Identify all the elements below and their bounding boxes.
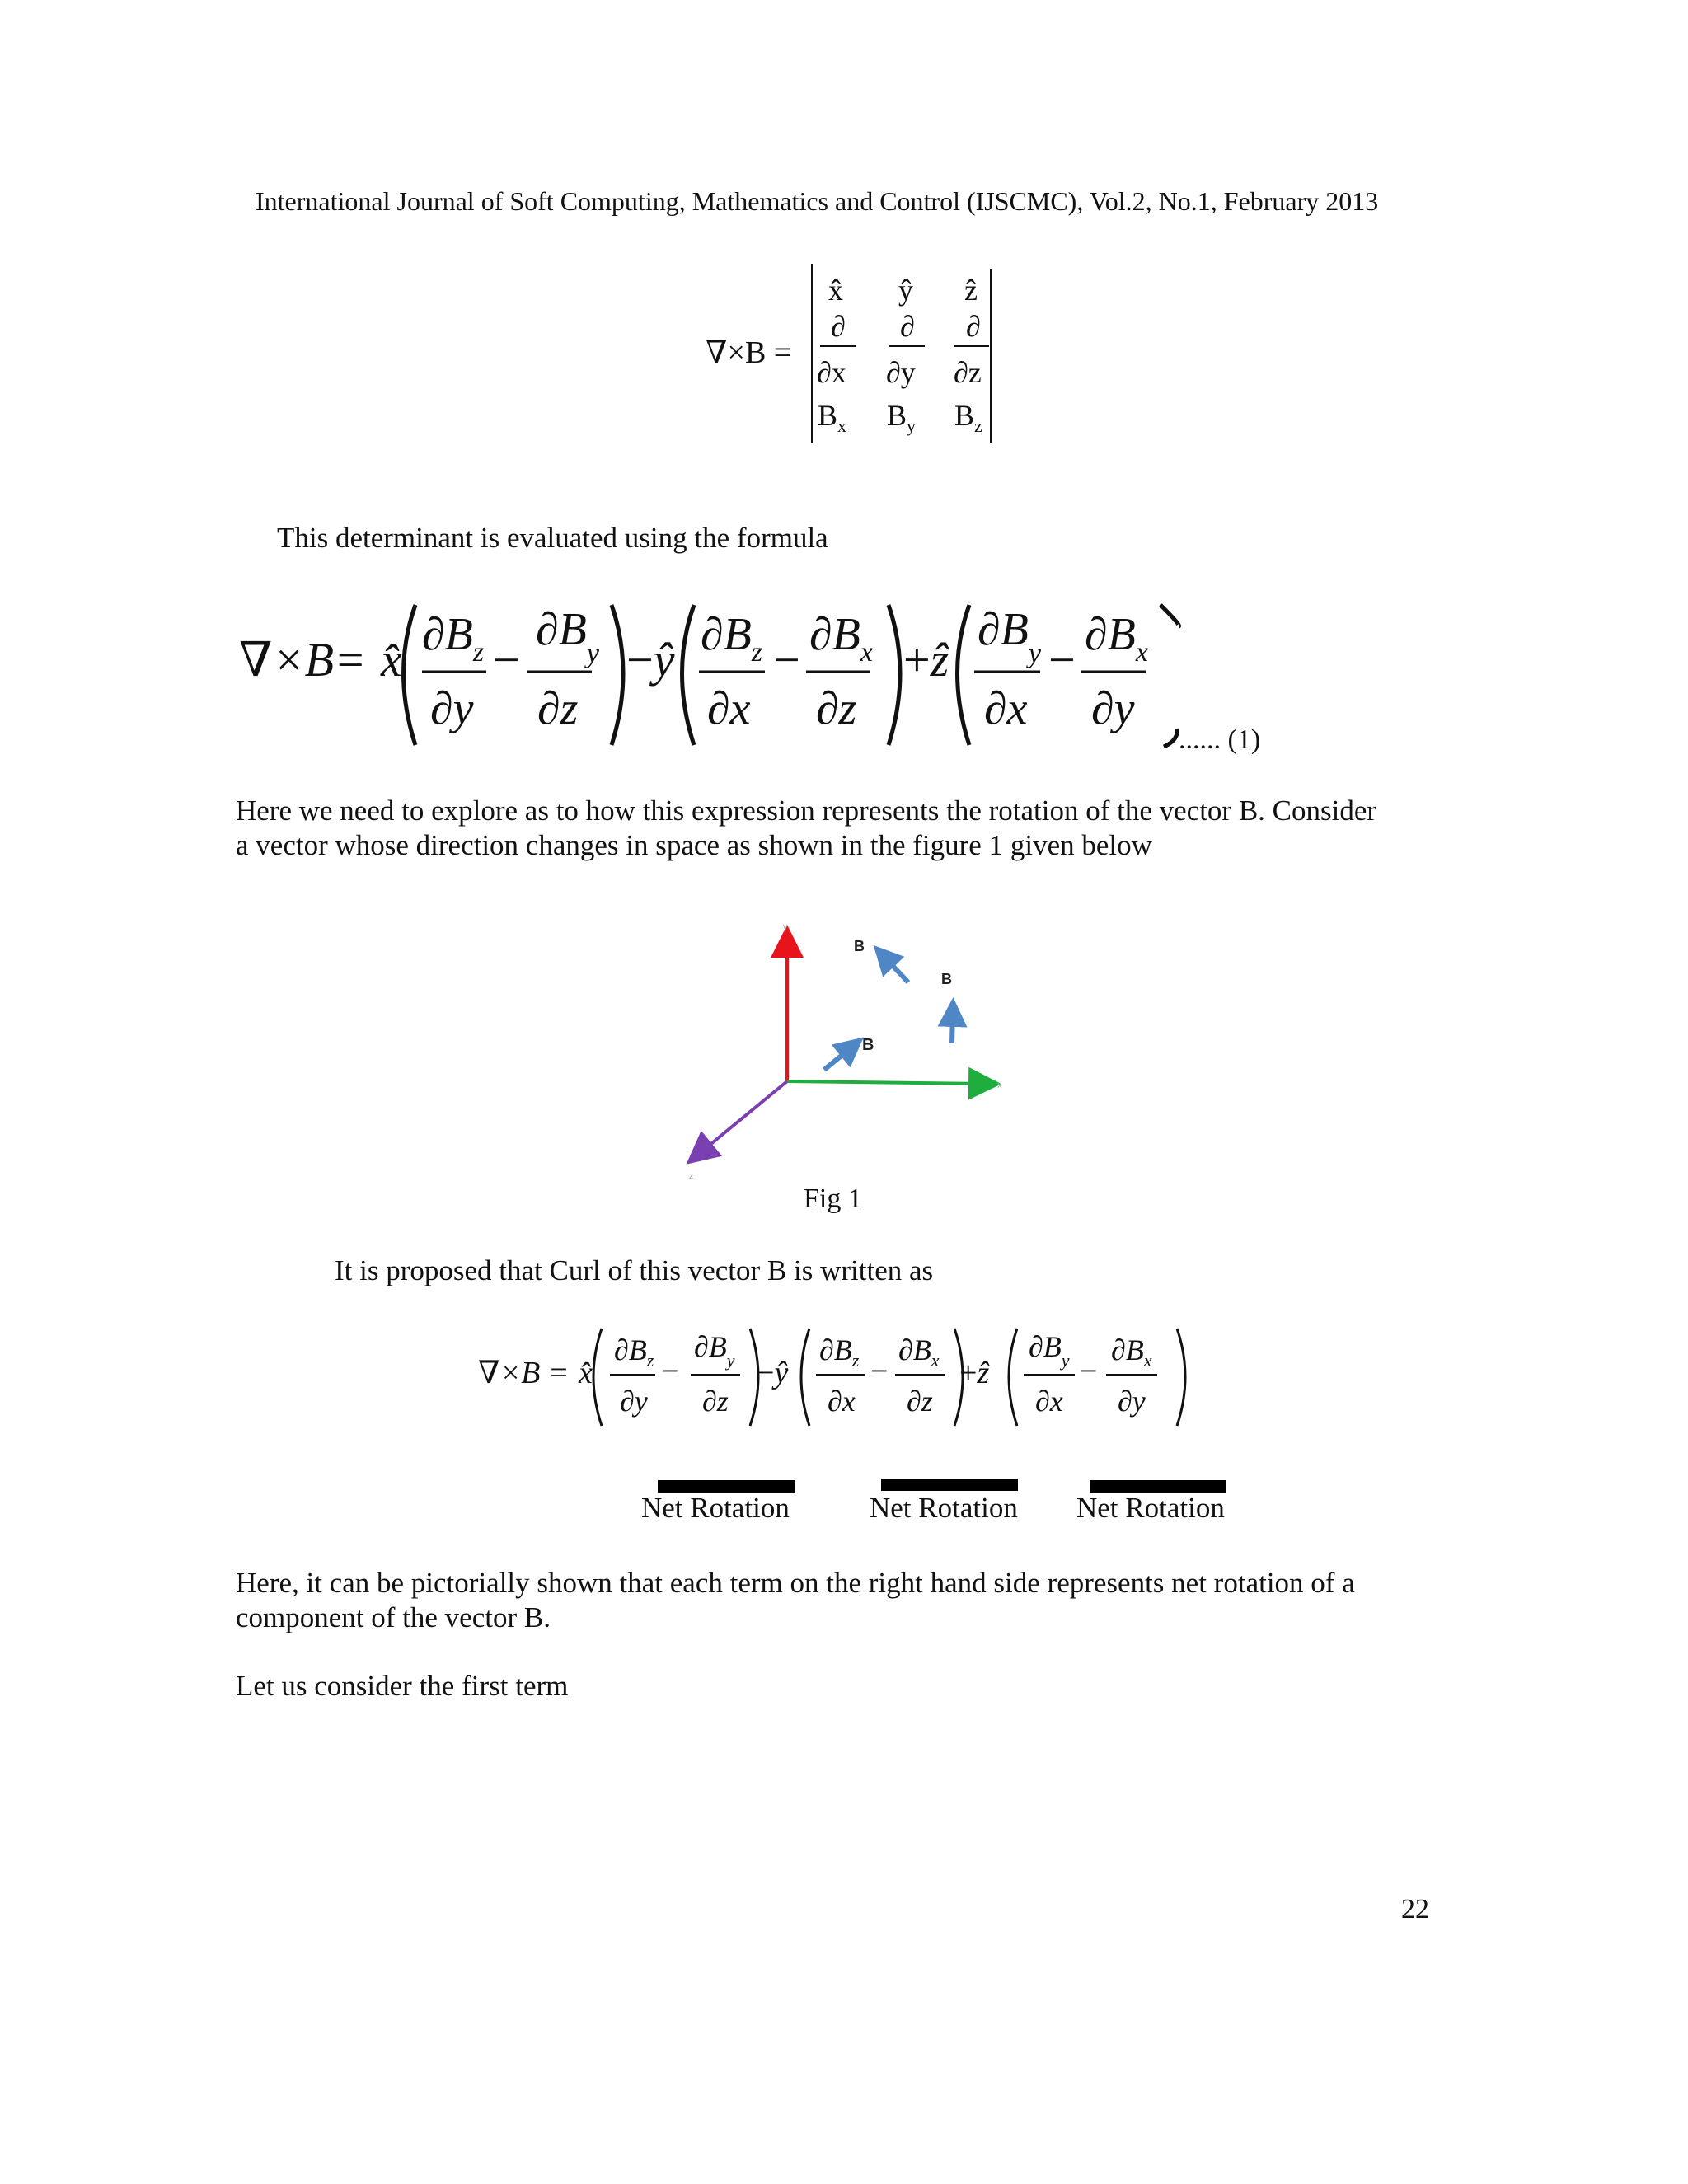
vector-arrow-1 bbox=[824, 1047, 852, 1070]
eq1-xhat: x̂ bbox=[381, 633, 402, 687]
determinant-equation bbox=[692, 264, 1006, 445]
eq2-t2-den1: ∂x bbox=[828, 1385, 856, 1418]
det-lhs: ∇×B = bbox=[706, 335, 792, 370]
det-By: $B_y$ bbox=[887, 399, 917, 436]
eq2-minus-yhat: −ŷ bbox=[757, 1356, 789, 1390]
vector-label-3: B bbox=[941, 971, 952, 987]
det-Bx: $B_x$ bbox=[818, 399, 847, 436]
eq1-t2-num2: $\partial B_x$ bbox=[809, 609, 873, 668]
det-dz: ∂z bbox=[954, 356, 982, 389]
equation-1 bbox=[239, 593, 1302, 758]
det-dx: ∂x bbox=[817, 356, 846, 389]
paragraph-pictorial-line2: component of the vector B. bbox=[236, 1601, 551, 1633]
eq1-minus-yhat: −ŷ bbox=[626, 633, 675, 687]
det-partial-2: ∂ bbox=[900, 310, 915, 343]
eq2-t1-num2: $\partial B_y$ bbox=[694, 1330, 735, 1371]
journal-header: International Journal of Soft Computing, Mathematics and Control (IJSCMC), Vol.2, No.1, February 2013 bbox=[256, 186, 1379, 216]
net-rotation-label-1: Net Rotation bbox=[641, 1492, 790, 1524]
z-axis bbox=[699, 1081, 787, 1154]
eq1-t1-num1: $\partial B_z$ bbox=[422, 609, 485, 668]
eq1-t3-den1: ∂x bbox=[984, 683, 1028, 734]
eq1-t1-den1: ∂y bbox=[430, 683, 474, 734]
x-axis-label: x bbox=[997, 1080, 1002, 1090]
paragraph-determinant-intro: This determinant is evaluated using the formula bbox=[277, 522, 828, 554]
eq2-t2-den2: ∂z bbox=[907, 1385, 933, 1418]
eq2-t1-minus: − bbox=[661, 1354, 679, 1389]
net-rotation-bar-3 bbox=[1090, 1480, 1226, 1493]
eq1-number: ...... (1) bbox=[1179, 724, 1261, 755]
vector-label-2: B bbox=[854, 938, 865, 954]
eq1-t3-den2: ∂y bbox=[1091, 683, 1135, 734]
eq1-t1-num2: $\partial B_y$ bbox=[536, 604, 599, 669]
det-Bz: $B_z$ bbox=[954, 399, 982, 436]
net-rotation-label-3: Net Rotation bbox=[1076, 1492, 1225, 1524]
paragraph-curl-proposal: It is proposed that Curl of this vector B is written as bbox=[335, 1254, 934, 1286]
vector-arrow-2 bbox=[884, 956, 908, 982]
eq2-plus-zhat: +ẑ bbox=[959, 1356, 990, 1390]
net-rotation-label-2: Net Rotation bbox=[870, 1492, 1018, 1524]
page-number: 22 bbox=[1401, 1894, 1429, 1924]
det-zhat: ẑ bbox=[964, 274, 978, 307]
eq1-t2-den2: ∂z bbox=[816, 683, 857, 734]
eq2-t2-num2: $\partial B_x$ bbox=[898, 1333, 940, 1371]
paragraph-explore-line1: Here we need to explore as to how this expression represents the rotation of the vector B. Consider bbox=[236, 794, 1377, 827]
eq1-lhs: ∇×B= bbox=[239, 633, 367, 687]
eq2-t3-den1: ∂x bbox=[1035, 1385, 1063, 1418]
eq2-xhat: x̂ bbox=[579, 1356, 593, 1390]
det-partial-3: ∂ bbox=[966, 310, 981, 343]
equation-2 bbox=[478, 1319, 1203, 1442]
eq1-t3-num1: $\partial B_y$ bbox=[978, 604, 1041, 669]
det-xhat: x̂ bbox=[828, 274, 843, 307]
eq2-t1-num1: $\partial B_z$ bbox=[614, 1333, 654, 1371]
eq1-t2-den1: ∂x bbox=[707, 683, 751, 734]
paragraph-first-term: Let us consider the first term bbox=[236, 1670, 569, 1702]
eq1-t1-minus: − bbox=[493, 633, 520, 687]
eq1-t1-den2: ∂z bbox=[537, 683, 579, 734]
eq2-t2-num1: $\partial B_z$ bbox=[819, 1333, 860, 1371]
eq2-t3-num2: $\partial B_x$ bbox=[1111, 1333, 1152, 1371]
figure-1-vector-diagram bbox=[676, 915, 1022, 1187]
det-partial-1: ∂ bbox=[831, 310, 846, 343]
det-dy: ∂y bbox=[886, 356, 916, 389]
paragraph-explore-line2: a vector whose direction changes in space as shown in the figure 1 given below bbox=[236, 829, 1152, 861]
figure-caption: Fig 1 bbox=[804, 1183, 862, 1214]
eq1-t2-minus: − bbox=[773, 633, 800, 687]
paragraph-pictorial-line1: Here, it can be pictorially shown that each term on the right hand side represents net rotation of a bbox=[236, 1567, 1355, 1599]
z-axis-label: z bbox=[689, 1171, 694, 1181]
eq1-t2-num1: $\partial B_z$ bbox=[701, 609, 763, 668]
eq2-t1-den1: ∂y bbox=[620, 1385, 648, 1418]
eq2-t3-den2: ∂y bbox=[1118, 1385, 1146, 1418]
det-yhat: ŷ bbox=[898, 274, 913, 307]
vector-arrow-3 bbox=[952, 1012, 953, 1043]
net-rotation-bar-1 bbox=[658, 1480, 795, 1493]
eq2-t2-minus: − bbox=[870, 1354, 889, 1389]
net-rotation-bar-2 bbox=[881, 1479, 1018, 1491]
eq2-t3-num1: $\partial B_y$ bbox=[1029, 1330, 1070, 1371]
eq1-t3-num2: $\partial B_x$ bbox=[1085, 609, 1148, 668]
eq2-t1-den2: ∂z bbox=[702, 1385, 729, 1418]
eq2-lhs: ∇×B = bbox=[478, 1356, 570, 1390]
eq2-t3-minus: − bbox=[1080, 1354, 1098, 1389]
vector-label-1: B bbox=[862, 1036, 874, 1054]
y-axis-label: y bbox=[783, 922, 788, 932]
x-axis bbox=[787, 1081, 985, 1084]
eq1-plus-zhat: +ẑ bbox=[903, 633, 950, 687]
eq1-t3-minus: − bbox=[1048, 633, 1076, 687]
